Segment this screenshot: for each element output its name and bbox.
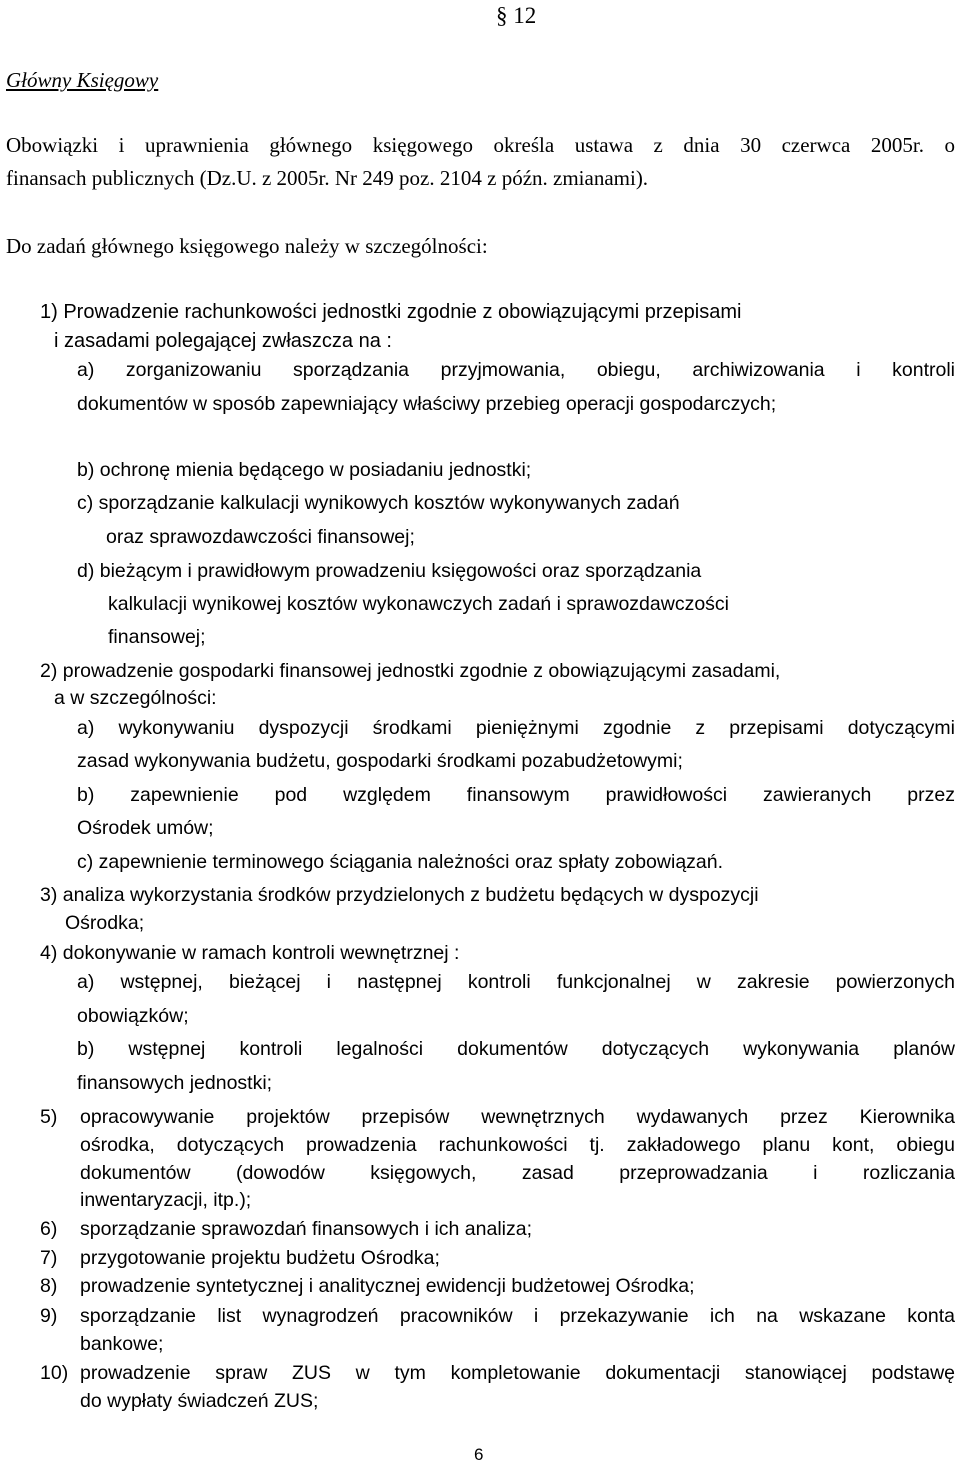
item-3-line-2: Ośrodka; [65, 912, 145, 934]
item-2-line-1: 2) prowadzenie gospodarki finansowej jednostki zgodnie z obowiązującymi zasadami, [40, 660, 781, 682]
item-2a-line-1: a) wykonywaniu dyspozycji środkami pieniężnymi zgodnie z przepisami dotyczącymi [77, 717, 955, 739]
item-10-line-1: prowadzenie spraw ZUS w tym kompletowanie dokumentacji stanowiącej podstawę [80, 1362, 955, 1384]
item-9-line-1: sporządzanie list wynagrodzeń pracowników i przekazywanie ich na wskazane konta [80, 1305, 955, 1327]
item-2-line-2: a w szczególności: [54, 687, 217, 709]
item-2c: c) zapewnienie terminowego ściągania należności oraz spłaty zobowiązań. [77, 851, 724, 873]
item-4-line: 4) dokonywanie w ramach kontroli wewnętrznej : [40, 942, 460, 964]
item-1-line-2: i zasadami polegającej zwłaszcza na : [54, 330, 392, 352]
item-4b-line-2: finansowych jednostki; [77, 1072, 273, 1094]
item-2a-line-2: zasad wykonywania budżetu, gospodarki środkami pozabudżetowymi; [77, 750, 683, 772]
item-1c-line-1: c) sporządzanie kalkulacji wynikowych kosztów wykonywanych zadań [77, 492, 680, 514]
item-5-line-2: ośrodka, dotyczących prowadzenia rachunkowości tj. zakładowego planu kont, obiegu [80, 1134, 955, 1156]
item-9-line-2: bankowe; [80, 1333, 164, 1355]
page-heading: Główny Księgowy [6, 68, 159, 92]
item-5-line-3: dokumentów (dowodów księgowych, zasad przeprowadzania i rozliczania [80, 1162, 955, 1184]
item-2b-line-1: b) zapewnienie pod względem finansowym prawidłowości zawieranych przez [77, 784, 955, 806]
item-1d-line-3: finansowej; [108, 626, 206, 648]
item-6-number: 6) [40, 1218, 58, 1240]
item-4b-line-1: b) wstępnej kontroli legalności dokumentów dotyczących wykonywania planów [77, 1038, 955, 1060]
item-4a-line-1: a) wstępnej, bieżącej i następnej kontroli funkcjonalnej w zakresie powierzonych [77, 971, 955, 993]
item-5-line-4: inwentaryzacji, itp.); [80, 1189, 252, 1211]
item-1d-line-2: kalkulacji wynikowej kosztów wykonawczych zadań i sprawozdawczości [108, 593, 729, 615]
item-8-text: prowadzenie syntetycznej i analitycznej ewidencji budżetowej Ośrodka; [80, 1275, 695, 1297]
section-number: § 12 [496, 3, 537, 28]
item-1b: b) ochronę mienia będącego w posiadaniu jednostki; [77, 459, 532, 481]
item-4a-line-2: obowiązków; [77, 1005, 189, 1027]
item-1a-line-2: dokumentów w sposób zapewniający właściwy przebieg operacji gospodarczych; [77, 393, 777, 415]
item-2b-line-2: Ośrodek umów; [77, 817, 214, 839]
item-10-number: 10) [40, 1362, 69, 1384]
item-5-line-1: opracowywanie projektów przepisów wewnętrznych wydawanych przez Kierownika [80, 1106, 955, 1128]
item-7-text: przygotowanie projektu budżetu Ośrodka; [80, 1247, 440, 1269]
tasks-heading: Do zadań głównego księgowego należy w szczególności: [6, 234, 488, 258]
item-10-line-2: do wypłaty świadczeń ZUS; [80, 1390, 319, 1412]
item-1-line-1: 1) Prowadzenie rachunkowości jednostki zgodnie z obowiązującymi przepisami [40, 301, 742, 323]
item-3-line-1: 3) analiza wykorzystania środków przydzielonych z budżetu będących w dyspozycji [40, 884, 759, 906]
intro-line-2: finansach publicznych (Dz.U. z 2005r. Nr 249 poz. 2104 z późn. zmianami). [6, 166, 649, 190]
item-9-number: 9) [40, 1305, 58, 1327]
item-6-text: sporządzanie sprawozdań finansowych i ich analiza; [80, 1218, 533, 1240]
item-5-number: 5) [40, 1106, 58, 1128]
page-number: 6 [474, 1445, 484, 1464]
item-1a-line-1: a) zorganizowaniu sporządzania przyjmowania, obiegu, archiwizowania i kontroli [77, 359, 955, 381]
intro-line-1: Obowiązki i uprawnienia głównego księgowego określa ustawa z dnia 30 czerwca 2005r. o [6, 133, 955, 157]
item-1d-line-1: d) bieżącym i prawidłowym prowadzeniu księgowości oraz sporządzania [77, 560, 702, 582]
item-7-number: 7) [40, 1247, 58, 1269]
item-8-number: 8) [40, 1275, 58, 1297]
item-1c-line-2: oraz sprawozdawczości finansowej; [106, 526, 415, 548]
